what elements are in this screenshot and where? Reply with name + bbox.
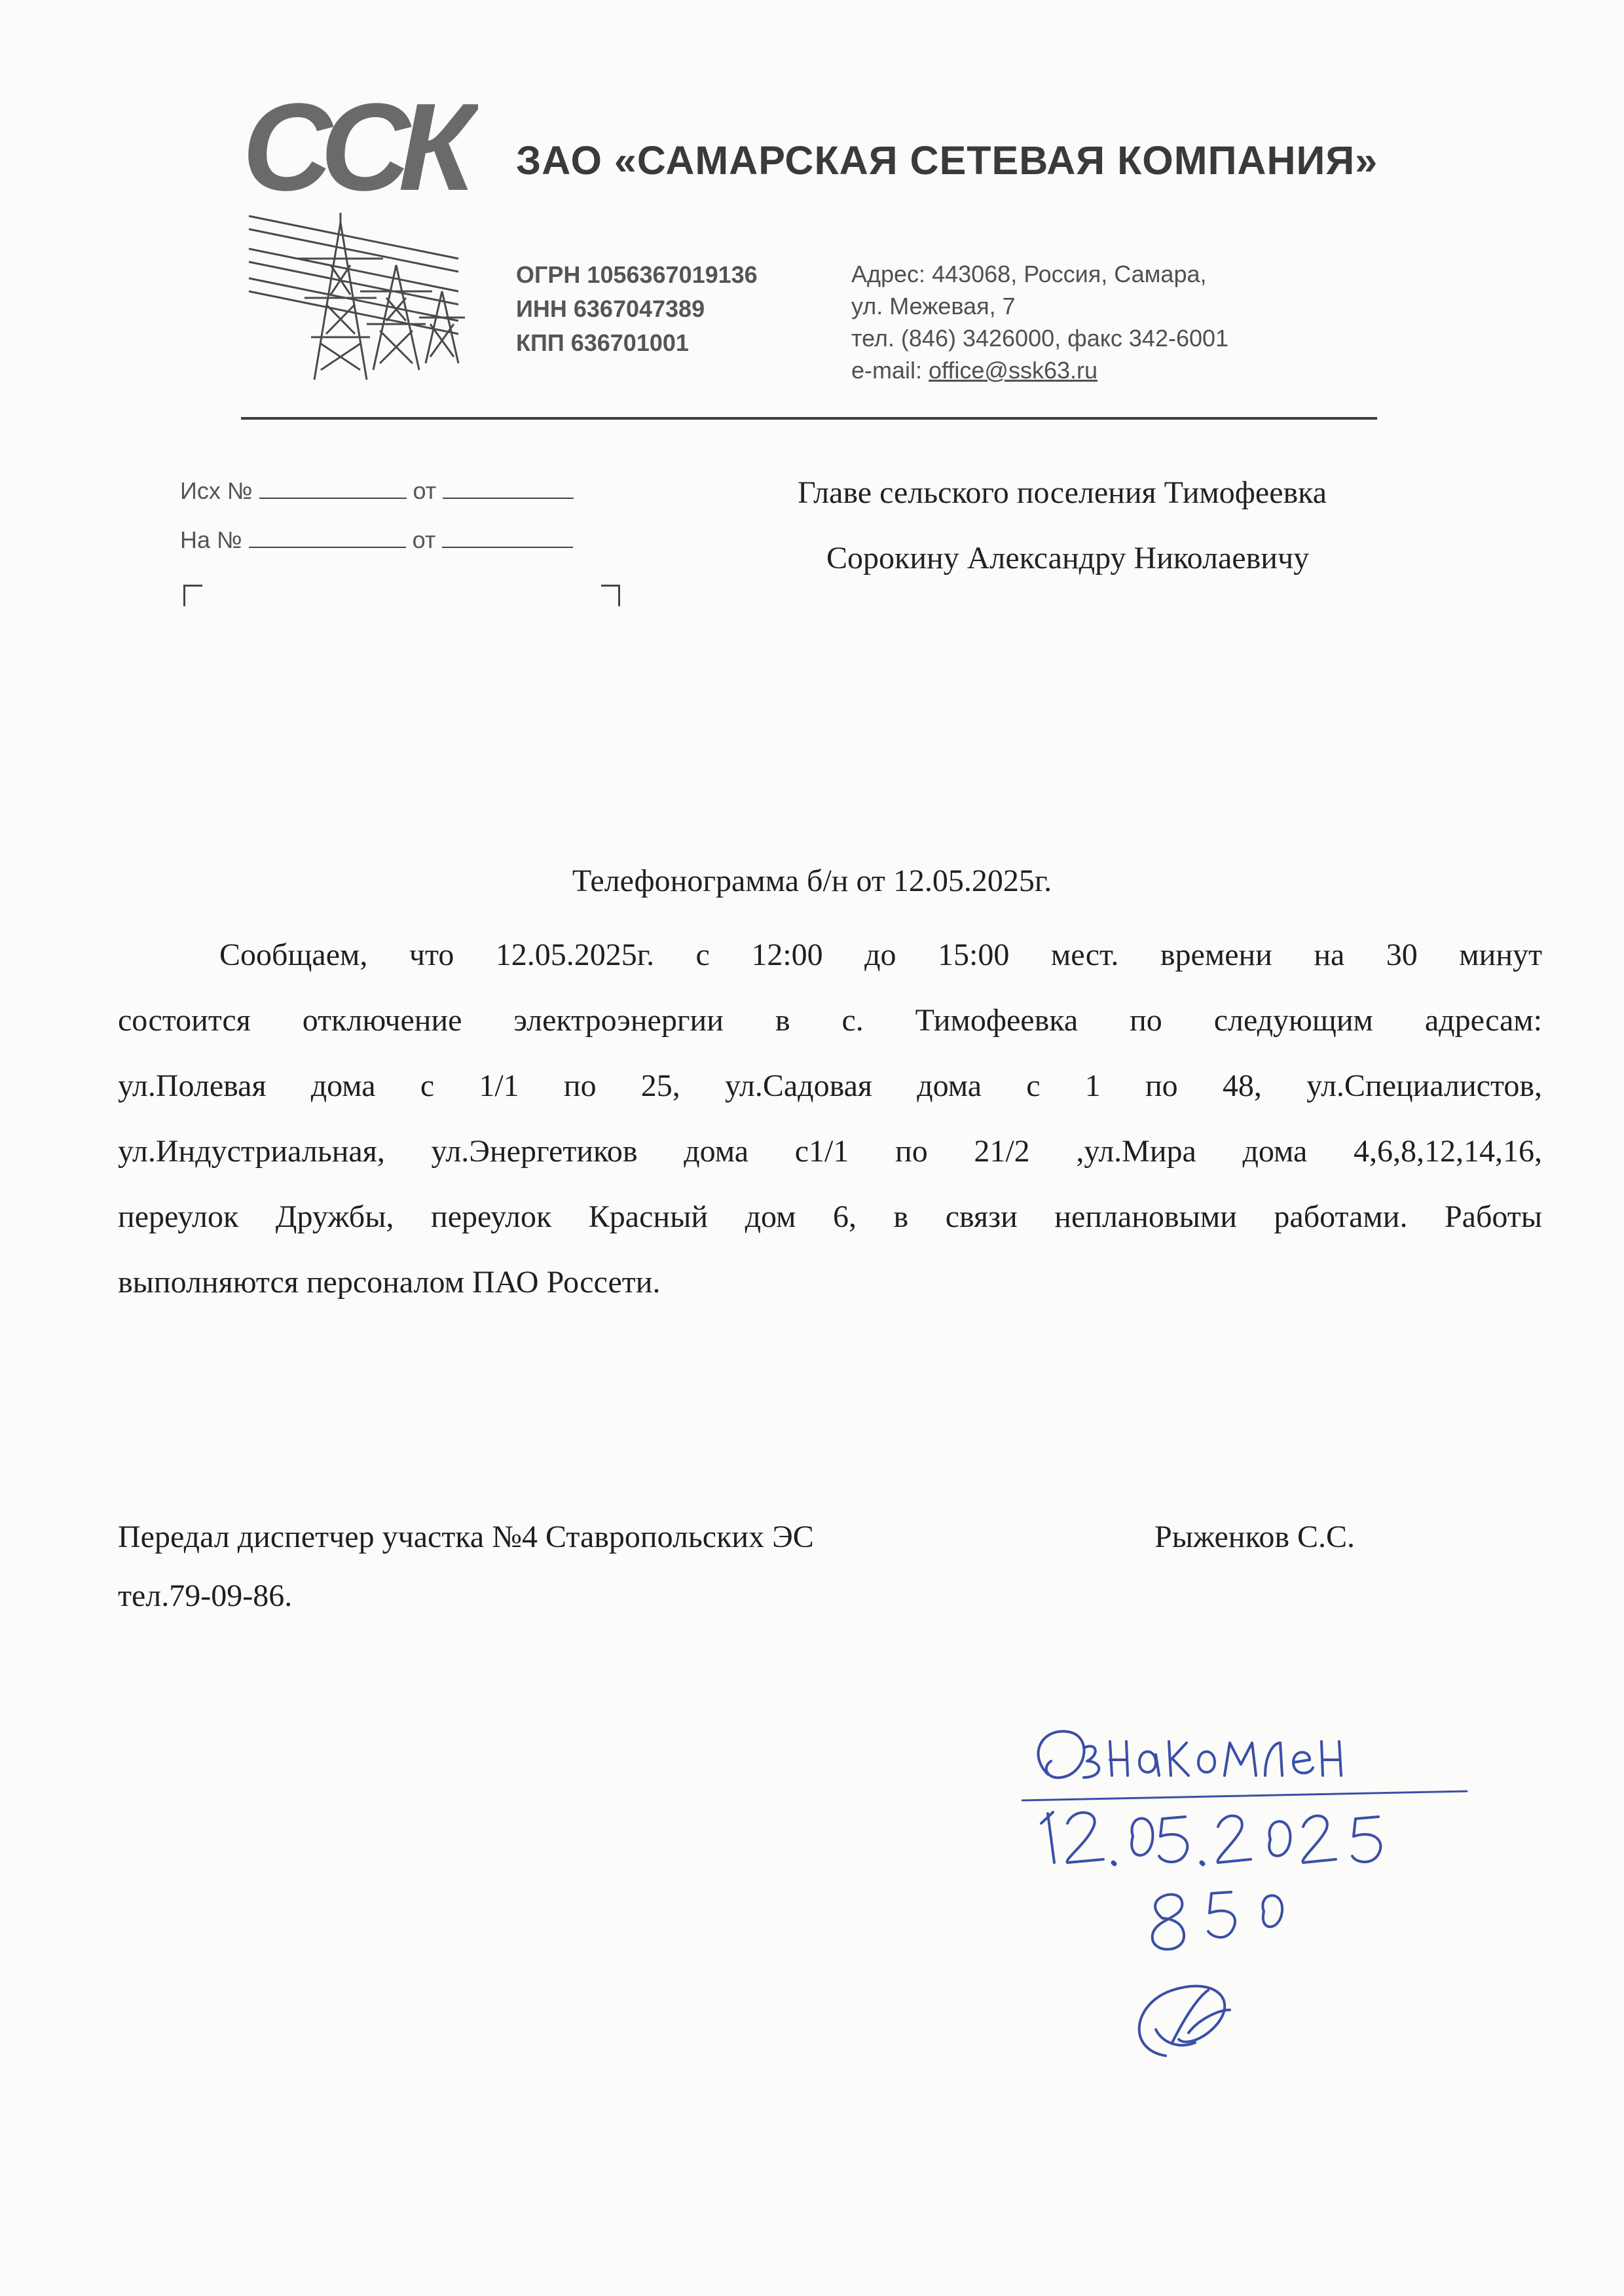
signer-name: Рыженков С.С. xyxy=(1154,1520,1356,1554)
message-body xyxy=(118,922,1542,1315)
letterhead-divider xyxy=(241,417,1377,420)
body-line: переулок Дружбы, переулок Красный дом 6, в связи неплановыми работами. Работы xyxy=(118,1199,1542,1234)
incoming-ref xyxy=(180,526,573,554)
email-row xyxy=(851,354,1228,386)
email-link[interactable]: office@ssk63.ru xyxy=(929,357,1098,384)
registration-details xyxy=(516,258,758,360)
body-line: ул.Полевая дома с 1/1 по 25, ул.Садовая дома с 1 по 48, ул.Специалистов, xyxy=(118,1068,1542,1103)
power-tower-icon xyxy=(249,213,465,380)
address-line-2: ул. Межевая, 7 xyxy=(851,293,1016,319)
contact-details xyxy=(851,258,1228,386)
incoming-label: На № xyxy=(180,526,242,553)
document-title: Телефонограмма б/н от 12.05.2025г. xyxy=(572,864,1052,898)
inn: ИНН 6367047389 xyxy=(516,295,705,322)
outgoing-from-label: от xyxy=(413,477,437,504)
outgoing-number-blank xyxy=(259,478,407,499)
addressee-line-2: Сорокину Александру Николаевичу xyxy=(826,541,1310,575)
incoming-number-blank xyxy=(249,527,406,548)
company-logo xyxy=(242,82,478,390)
handwritten-acknowledgement xyxy=(1022,1702,1545,2069)
incoming-date-blank xyxy=(442,527,573,548)
ogrn: ОГРН 1056367019136 xyxy=(516,261,758,288)
incoming-from-label: от xyxy=(412,526,436,553)
body-line: выполняются персоналом ПАО Россети. xyxy=(118,1265,661,1300)
sender-line: Передал диспетчер участка №4 Ставропольских ЭС xyxy=(118,1520,814,1554)
outgoing-date-blank xyxy=(443,478,574,499)
body-line: состоится отключение электроэнергии в с. Тимофеевка по следующим адресам: xyxy=(118,1003,1542,1038)
sender-phone: тел.79-09-86. xyxy=(118,1578,293,1613)
body-line: Сообщаем, что 12.05.2025г. с 12:00 до 15:00 мест. времени на 30 минут xyxy=(219,938,1542,972)
address-corner-right xyxy=(601,585,620,606)
body-line: ул.Индустриальная, ул.Энергетиков дома с1/1 по 21/2 ,ул.Мира дома 4,6,8,12,14,16, xyxy=(118,1134,1542,1169)
email-label: e-mail: xyxy=(851,357,929,384)
logo-text: ССК xyxy=(242,82,464,217)
outgoing-label: Исх № xyxy=(180,477,253,504)
kpp: КПП 636701001 xyxy=(516,329,689,356)
address-line-1: Адрес: 443068, Россия, Самара, xyxy=(851,261,1207,287)
phone-fax: тел. (846) 3426000, факс 342-6001 xyxy=(851,325,1229,352)
address-corner-left xyxy=(183,585,202,606)
addressee-line-1: Главе сельского поселения Тимофеевка xyxy=(798,475,1327,510)
company-name: ЗАО «САМАРСКАЯ СЕТЕВАЯ КОМПАНИЯ» xyxy=(516,138,1378,183)
outgoing-ref xyxy=(180,477,574,505)
